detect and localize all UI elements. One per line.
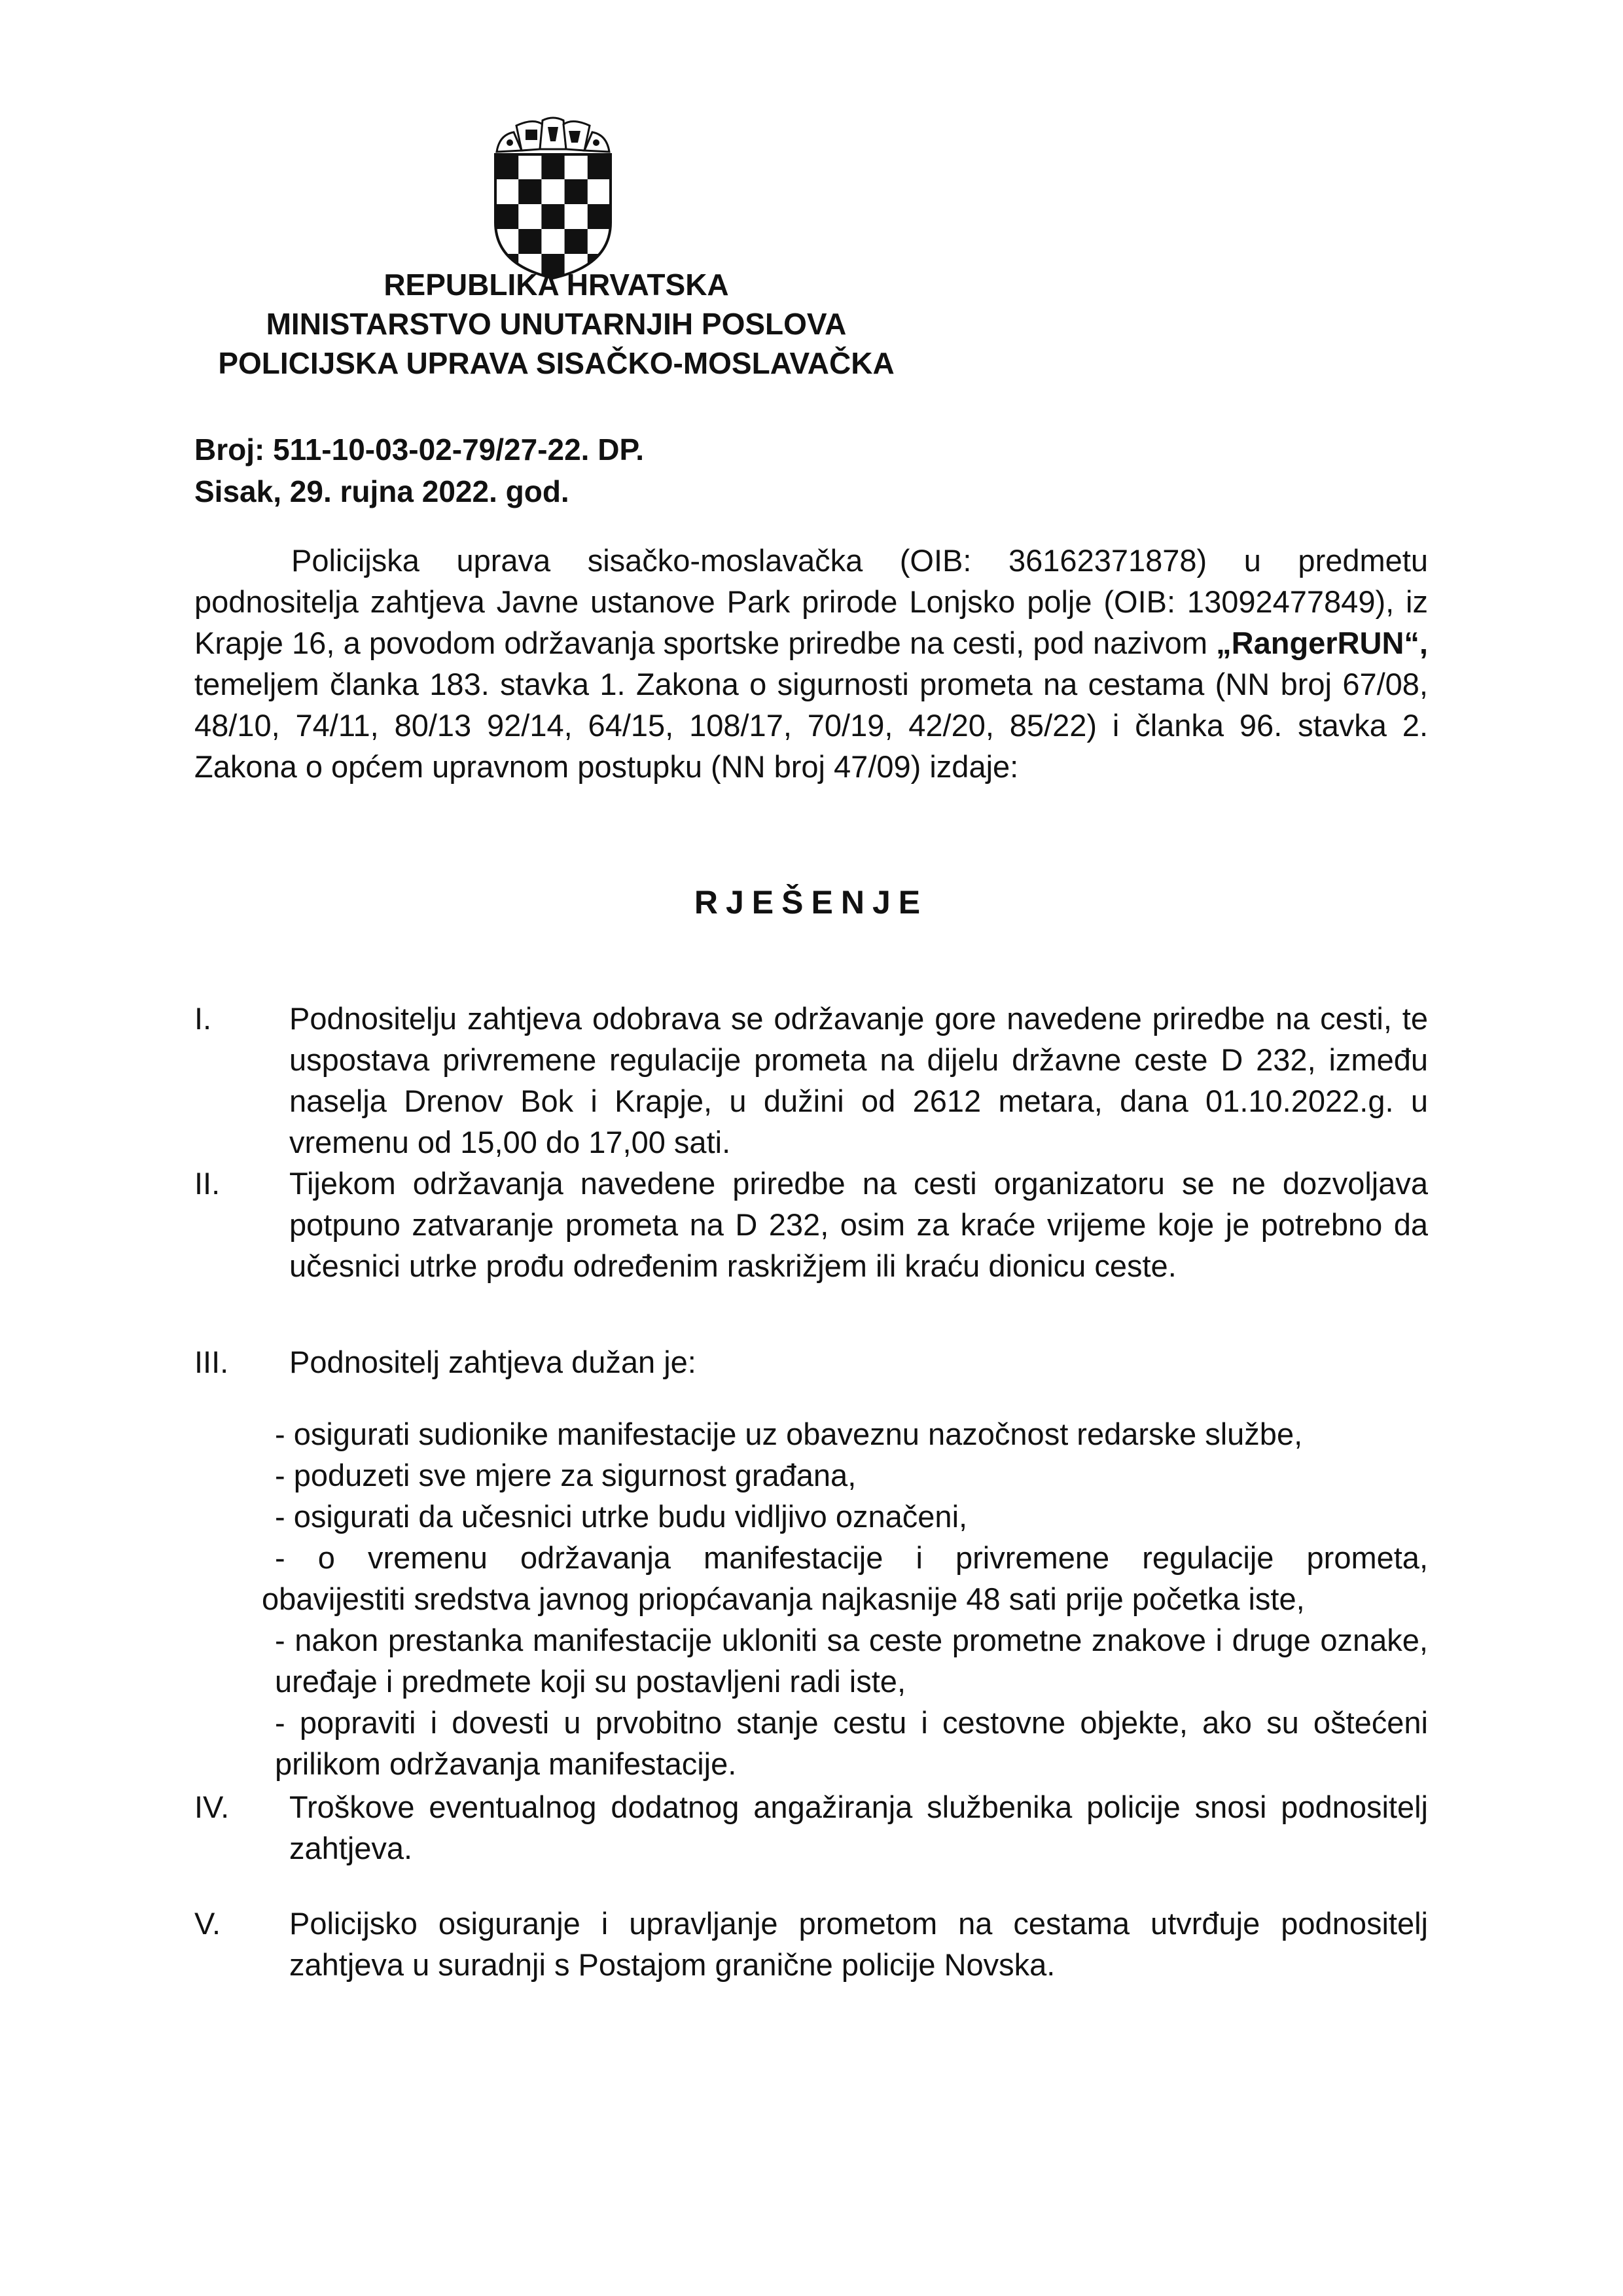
item-number: II. [194,1166,221,1201]
item-text: Podnositelj zahtjeva dužan je: [289,1345,696,1379]
intro-paragraph [194,540,1428,787]
intro-text-part2: temeljem članka 183. stavka 1. Zakona o sigurnosti prometa na cestama (NN broj 67/08, 48/10, 74/11, 80/13 92/14, 64/15, 108/17, 70/19, 42/20, 85/22) i članka 96. stavka 2. Zakona o općem upravnom postupku (NN broj 47/09) izdaje: [194,667,1428,784]
item-text: Tijekom održavanja navedene priredbe na cesti organizatoru se ne dozvoljava potpuno zatvaranje prometa na D 232, osim za kraće vrijeme koje je potrebno da učesnici utrke prođu određenim raskrižjem ili kraću dionicu ceste. [289,1166,1428,1283]
item-text: Troškove eventualnog dodatnog angažiranja službenika policije snosi podnositelj zahtjeva. [289,1790,1428,1865]
header-line-police-administration: POLICIJSKA UPRAVA SISAČKO-MOSLAVAČKA [218,346,895,380]
item-number: I. [194,1001,212,1036]
decision-item-4 [194,1786,1428,1869]
decision-title: RJEŠENJE [694,884,929,921]
item-number: IV. [194,1790,230,1824]
event-name: „RangerRUN“, [1216,626,1428,660]
list-item: - nakon prestanka manifestacije ukloniti sa ceste prometne znakove i druge oznake, uređaje i predmete koji su postavljeni radi iste, [275,1623,1428,1699]
list-item: - osigurati da učesnici utrke budu vidljivo označeni, [275,1499,968,1534]
reference-number: Broj: 511-10-03-02-79/27-22. DP. [194,433,644,467]
place-and-date: Sisak, 29. rujna 2022. god. [194,474,569,508]
decision-item-1 [194,998,1428,1163]
item-number: V. [194,1906,221,1941]
reference-block [194,429,644,512]
item-text: Policijsko osiguranje i upravljanje prometom na cestama utvrđuje podnositelj zahtjeva u suradnji s Postajom granične policije Novska. [289,1906,1428,1982]
header-line-republic: REPUBLIKA HRVATSKA [383,268,729,302]
list-item: - osigurati sudionike manifestacije uz obaveznu nazočnost redarske službe, [275,1417,1303,1451]
item-text: Podnositelju zahtjeva odobrava se održavanje gore navedene priredbe na cesti, te uspostava privremene regulacije prometa na dijelu državne ceste D 232, između naselja Drenov Bok i Krapje, u dužini od 2612 metara, dana 01.10.2022.g. u vremenu od 15,00 do 17,00 sati. [289,1001,1428,1159]
header-line-ministry: MINISTARSTVO UNUTARNJIH POSLOVA [266,307,847,341]
list-item: - popraviti i dovesti u prvobitno stanje cestu i cestovne objekte, ako su oštećeni prilikom održavanja manifestacije. [275,1705,1428,1781]
list-item: - poduzeti sve mjere za sigurnost građana, [275,1458,857,1492]
list-item-line: obavijestiti sredstva javnog priopćavanja najkasnije 48 sati prije početka iste, [262,1581,1305,1616]
obligations-list [262,1413,1428,1784]
document-header [196,265,916,383]
decision-item-2 [194,1163,1428,1286]
list-item [262,1537,1428,1619]
item-number: III. [194,1345,229,1379]
intro-text-part1: Policijska uprava sisačko-moslavačka (OIB: 36162371878) u predmetu podnositelja zahtjeva Javne ustanove Park prirode Lonjsko polje (OIB: 13092477849), iz Krapje 16, a povodom održavanja sportske priredbe na cesti, pod nazivom [194,543,1428,660]
coat-of-arms-icon [488,111,618,281]
decision-item-3 [194,1341,1428,1383]
list-item-line: - o vremenu održavanja manifestacije i privremene regulacije prometa, [275,1540,1428,1575]
decision-item-5 [194,1903,1428,1985]
